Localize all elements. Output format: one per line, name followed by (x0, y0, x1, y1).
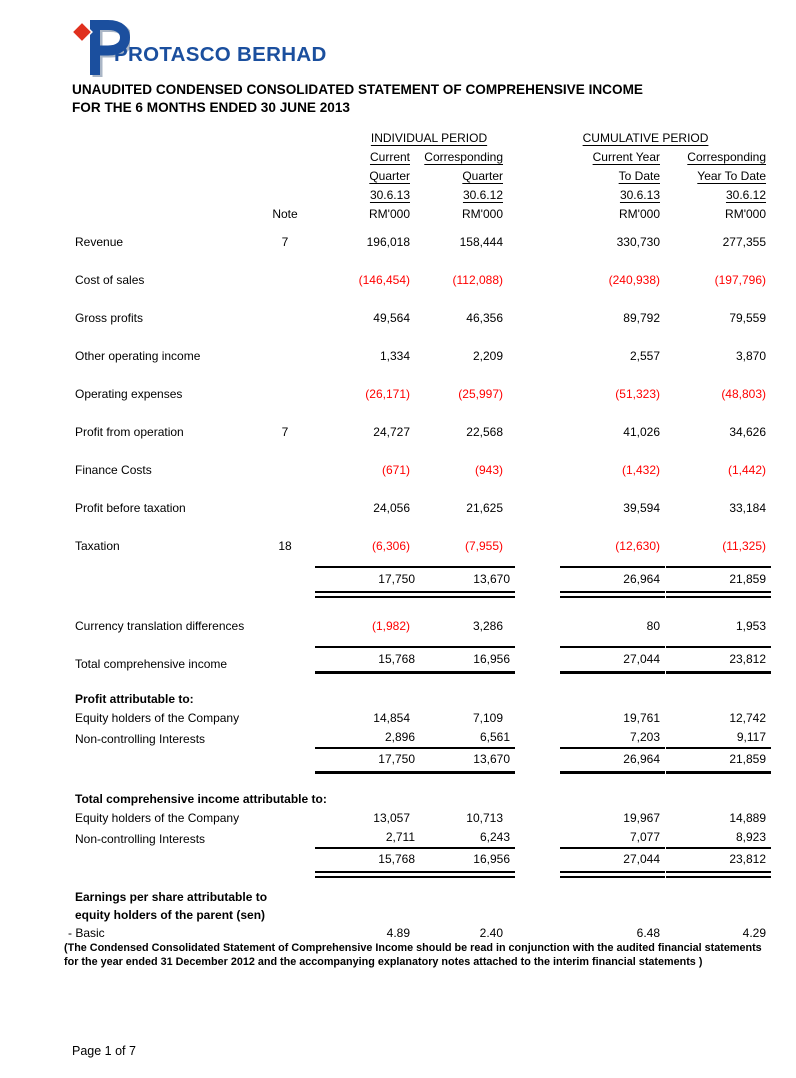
cell-value: (7,955) (464, 539, 503, 553)
row-label: Gross profits (75, 311, 144, 325)
row-note-ref (255, 442, 315, 480)
cell-value: 17,750 (315, 750, 420, 774)
row-label: - Basic (68, 926, 105, 940)
statement-title-line1: UNAUDITED CONDENSED CONSOLIDATED STATEMENT OF COMPREHENSIVE INCOME (72, 82, 643, 97)
section-heading: Total comprehensive income attributable to: (75, 792, 327, 806)
statement-title-line2: FOR THE 6 MONTHS ENDED 30 JUNE 2013 (72, 100, 350, 115)
cell-value: (26,171) (365, 387, 410, 401)
cell-value: 27,044 (560, 646, 665, 674)
row-note-ref (255, 556, 315, 598)
cell-value: (51,323) (615, 387, 660, 401)
group-header-individual: INDIVIDUAL PERIOD (370, 131, 488, 145)
cell-value: 7,203 (560, 728, 665, 749)
cell-value: 22,568 (466, 425, 503, 439)
cell-value: 2,711 (315, 828, 420, 849)
cell-value: (6,306) (371, 539, 410, 553)
cell-value: 4.29 (742, 926, 767, 940)
company-logo (70, 12, 410, 78)
cell-value: 23,812 (666, 646, 771, 674)
col1-header: Current (369, 150, 410, 164)
statement-title (72, 81, 643, 117)
table-row (75, 878, 766, 924)
cell-value: 14,889 (729, 811, 767, 825)
col1-header2: Quarter (369, 169, 410, 183)
col3-date: 30.6.13 (619, 188, 660, 202)
row-note-ref (255, 828, 315, 849)
table-header (75, 129, 766, 224)
table-row (75, 252, 766, 290)
cell-value: 16,956 (410, 850, 515, 878)
row-label: Currency translation differences (75, 619, 245, 633)
table-row (75, 749, 766, 774)
red-diamond-icon (72, 22, 92, 42)
row-note-ref: 7 (281, 235, 289, 249)
table-row (75, 809, 766, 828)
row-note-ref (255, 328, 315, 366)
cell-value: 41,026 (623, 425, 660, 439)
cell-value: 1,334 (379, 349, 410, 363)
table-row (75, 328, 766, 366)
cell-value: (943) (474, 463, 503, 477)
cell-value: 24,727 (373, 425, 410, 439)
row-label: Cost of sales (75, 273, 145, 287)
cell-value: 34,626 (729, 425, 767, 439)
cell-value: (112,088) (452, 273, 503, 287)
table-row (75, 556, 766, 598)
table-row (75, 442, 766, 480)
cell-value: 1,953 (735, 619, 767, 633)
row-label: Equity holders of the Company (75, 711, 240, 725)
cell-value: 158,444 (459, 235, 503, 249)
col4-header2: Year To Date (697, 169, 767, 183)
row-note-ref: 7 (281, 425, 289, 439)
cell-value: 33,184 (729, 501, 767, 515)
cell-value: (1,982) (371, 619, 410, 633)
col2-header: Corresponding (424, 150, 503, 164)
cell-value: 49,564 (373, 311, 410, 325)
col2-header2: Quarter (462, 169, 503, 183)
row-note-ref (255, 749, 315, 774)
table-row (75, 224, 766, 252)
row-label (75, 749, 255, 774)
col3-header: Current Year (592, 150, 660, 164)
row-note-ref (255, 709, 315, 728)
col3-header2: To Date (618, 169, 660, 183)
cell-value: 330,730 (616, 235, 660, 249)
table-row (75, 674, 766, 709)
cell-value: 19,967 (623, 811, 660, 825)
row-label: Equity holders of the Company (75, 811, 240, 825)
cell-value: 14,854 (373, 711, 410, 725)
cell-value: 27,044 (560, 850, 665, 878)
group-header-row (75, 129, 766, 148)
cell-value: 23,812 (666, 850, 771, 878)
row-label (75, 556, 255, 598)
cell-value: 80 (646, 619, 660, 633)
page-number: Page 1 of 7 (72, 1044, 136, 1058)
cell-value: 19,761 (623, 711, 660, 725)
row-label (75, 849, 255, 878)
row-label: Taxation (75, 539, 120, 553)
row-label: Revenue (75, 235, 124, 249)
cell-value: 13,670 (410, 566, 515, 598)
table-row (75, 366, 766, 404)
cell-value: 24,056 (373, 501, 410, 515)
column-header-row-1 (75, 148, 766, 167)
statement-table-wrap (68, 129, 767, 943)
row-note-ref: 18 (278, 539, 292, 553)
cell-value: 3,286 (472, 619, 503, 633)
company-wordmark: PROTASCO BERHAD (114, 43, 327, 66)
cell-value: (12,630) (615, 539, 660, 553)
row-label: Profit before taxation (75, 501, 186, 515)
row-label: Non-controlling Interests (75, 832, 206, 846)
cell-value: 13,670 (410, 750, 515, 774)
row-note-ref (255, 636, 315, 674)
row-note-ref (255, 598, 315, 636)
cell-value: (1,442) (727, 463, 767, 477)
table-row (75, 404, 766, 442)
cell-value: 89,792 (623, 311, 660, 325)
row-note-ref (255, 252, 315, 290)
cell-value: (671) (381, 463, 410, 477)
cell-value: 6.48 (636, 926, 660, 940)
column-date-row (75, 186, 766, 205)
cell-value: 7,077 (560, 828, 665, 849)
cell-value: 2,557 (629, 349, 660, 363)
table-row (75, 518, 766, 556)
cell-value: 10,713 (466, 811, 503, 825)
unit-row (75, 205, 766, 224)
table-row (75, 636, 766, 674)
col2-unit: RM'000 (462, 207, 503, 221)
row-label: Profit from operation (75, 425, 184, 439)
cell-value: 15,768 (315, 850, 420, 878)
cell-value: (48,803) (721, 387, 767, 401)
table-row (75, 849, 766, 878)
statement-body (68, 224, 767, 943)
cell-value: 2,896 (315, 728, 420, 749)
row-note-ref (255, 480, 315, 518)
row-label: Operating expenses (75, 387, 183, 401)
cell-value: 2,209 (472, 349, 503, 363)
footnote-line1: (The Condensed Consolidated Statement of Comprehensive Income should be read in conjunction with the audited financial statements (64, 942, 762, 954)
cell-value: 12,742 (729, 711, 767, 725)
cell-value: 17,750 (315, 566, 420, 598)
group-header-cumulative: CUMULATIVE PERIOD (582, 131, 709, 145)
cell-value: 26,964 (560, 566, 665, 598)
footnote-line2: for the year ended 31 December 2012 and the accompanying explanatory notes attached to the interim financial statements ) (64, 956, 703, 968)
cell-value: 39,594 (623, 501, 660, 515)
table-row (75, 290, 766, 328)
cell-value: 21,859 (666, 750, 771, 774)
cell-value: (240,938) (608, 273, 660, 287)
cell-value: (197,796) (714, 273, 767, 287)
section-heading-line2: equity holders of the parent (sen) (75, 908, 266, 922)
cell-value: 277,355 (722, 235, 767, 249)
cell-value: 8,923 (666, 828, 771, 849)
table-row (75, 774, 766, 809)
cell-value: 15,768 (315, 646, 420, 674)
cell-value: 26,964 (560, 750, 665, 774)
col4-header: Corresponding (687, 150, 767, 164)
cell-value: 79,559 (729, 311, 767, 325)
cell-value: 13,057 (373, 811, 410, 825)
col4-unit: RM'000 (725, 207, 767, 221)
row-label: Other operating income (75, 349, 201, 363)
cell-value: 3,870 (735, 349, 767, 363)
col1-unit: RM'000 (369, 207, 410, 221)
row-note-ref (255, 849, 315, 878)
row-note-ref (255, 290, 315, 328)
col4-date: 30.6.12 (725, 188, 767, 202)
cell-value: 4.89 (386, 926, 410, 940)
statement-footnote (64, 941, 774, 969)
col2-date: 30.6.12 (462, 188, 503, 202)
cell-value: 196,018 (366, 235, 410, 249)
table-row (75, 709, 766, 728)
table-row (75, 828, 766, 849)
cell-value: (1,432) (621, 463, 660, 477)
cell-value: (11,325) (722, 539, 767, 553)
cell-value: (25,997) (458, 387, 503, 401)
section-heading: Profit attributable to: (75, 692, 194, 706)
section-heading: Earnings per share attributable to (75, 890, 268, 904)
row-note-ref (255, 809, 315, 828)
cell-value: 9,117 (666, 728, 771, 749)
statement-table (68, 129, 767, 943)
cell-value: 2.40 (479, 926, 503, 940)
column-header-row-2 (75, 167, 766, 186)
row-note-ref (255, 728, 315, 749)
row-label: Non-controlling Interests (75, 732, 206, 746)
cell-value: 46,356 (466, 311, 503, 325)
cell-value: 21,625 (466, 501, 503, 515)
cell-value: 6,243 (410, 828, 515, 849)
note-label: Note (272, 207, 298, 221)
col3-unit: RM'000 (619, 207, 660, 221)
col1-date: 30.6.13 (369, 188, 410, 202)
cell-value: (146,454) (358, 273, 410, 287)
cell-value: 7,109 (472, 711, 503, 725)
row-label: Finance Costs (75, 463, 152, 477)
row-label: Total comprehensive income (75, 657, 228, 671)
cell-value: 6,561 (410, 728, 515, 749)
table-row (75, 480, 766, 518)
cell-value: 21,859 (666, 566, 771, 598)
cell-value: 16,956 (410, 646, 515, 674)
row-note-ref (255, 366, 315, 404)
table-row (75, 598, 766, 636)
table-row (75, 728, 766, 749)
